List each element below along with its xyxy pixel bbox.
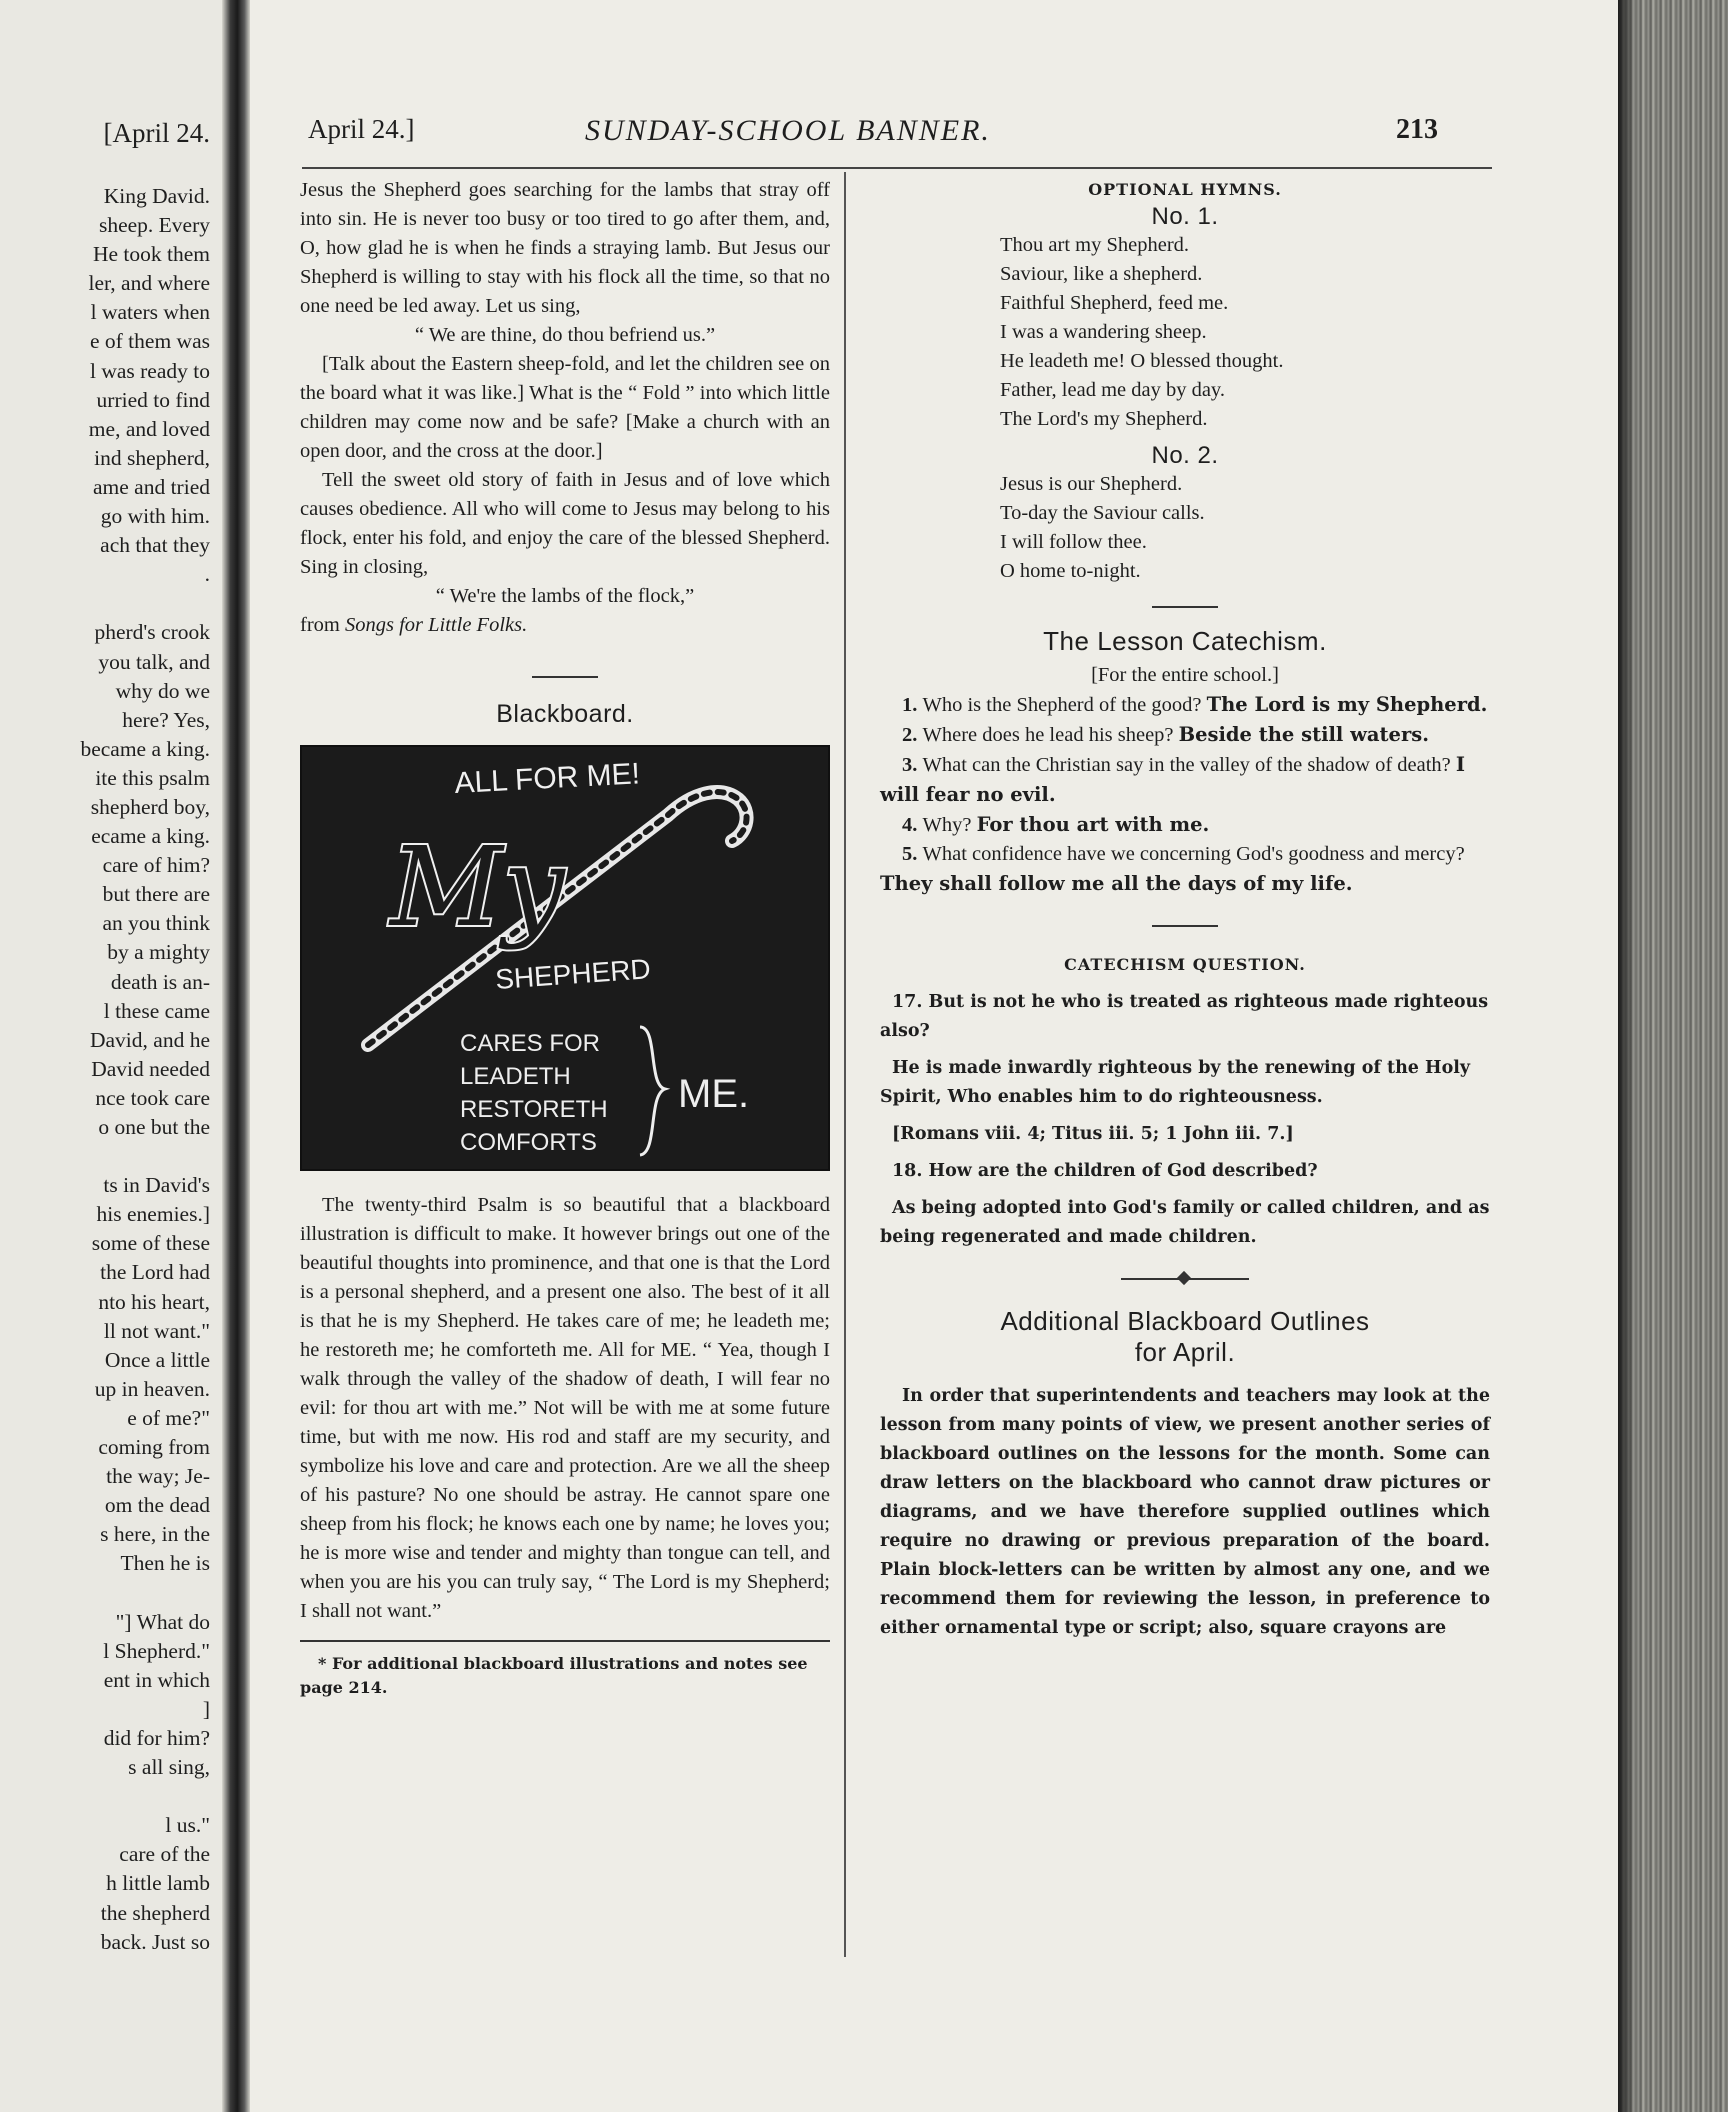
- catechism-item: [880, 720, 1490, 750]
- source-title: Songs for Little Folks.: [344, 614, 528, 636]
- left-page-line: [80, 589, 210, 618]
- catechism-number: 3.: [902, 754, 923, 776]
- left-page-line: nto his heart,: [98, 1289, 210, 1314]
- hymn-list-1: [880, 231, 1490, 434]
- ornamental-divider: [1121, 1278, 1249, 1280]
- blackboard-all-for-me: ALL FOR ME!: [453, 757, 641, 800]
- left-page-line: s all sing,: [128, 1755, 210, 1780]
- left-page-line: l was ready to: [89, 358, 210, 383]
- hymn-title: O home to-night.: [1000, 560, 1141, 582]
- left-page-fragment: [0, 0, 222, 2112]
- blackboard-verb-1: CARES FOR: [460, 1030, 601, 1057]
- blackboard-verb-3: RESTORETH: [460, 1096, 608, 1123]
- blackboard-shepherd: SHEPHERD: [494, 953, 652, 995]
- left-page-line: ll not want.": [103, 1318, 210, 1343]
- hymn-title: Jesus is our Shepherd.: [1000, 473, 1183, 495]
- left-page-line: but there are: [102, 882, 210, 907]
- catechism-answer: For thou art with me.: [976, 813, 1210, 836]
- left-page-line: ent in which: [103, 1667, 210, 1692]
- answer-18: As being adopted into God's family or called children, and as being regenerated and made children.: [880, 1198, 1490, 1247]
- left-page-line: l us.": [165, 1813, 210, 1838]
- page-header: [250, 114, 1618, 162]
- left-page-line: e of me?": [127, 1405, 210, 1430]
- hymn-title: I was a wandering sheep.: [1000, 321, 1207, 343]
- footnote: * For additional blackboard illustrations and notes see page 214.: [300, 1654, 808, 1697]
- header-rule: [302, 167, 1492, 169]
- catechism-item: [880, 810, 1490, 840]
- catechism-question: Why?: [922, 814, 977, 836]
- header-title: SUNDAY-SCHOOL BANNER.: [585, 114, 991, 147]
- header-date: April 24.]: [308, 114, 415, 144]
- left-page-line: om the dead: [104, 1493, 210, 1518]
- hymn-title: He leadeth me! O blessed thought.: [1000, 350, 1284, 372]
- catechism-number: 2.: [902, 724, 923, 746]
- left-column: [300, 176, 830, 1700]
- hymn-group-2-label: No. 2.: [1151, 442, 1219, 469]
- hymn-title: To-day the Saviour calls.: [1000, 502, 1205, 524]
- left-page-line: s here, in the: [100, 1522, 210, 1547]
- blackboard-my: My: [390, 823, 565, 951]
- catechism-question: What can the Christian say in the valley of the shadow of death?: [922, 754, 1456, 776]
- right-column: [880, 176, 1490, 1643]
- left-page-line: coming from: [98, 1435, 210, 1460]
- catechism-question-heading: CATECHISM QUESTION.: [1064, 955, 1306, 974]
- column-divider: [844, 172, 846, 1957]
- left-page-line: l Shepherd.": [103, 1638, 210, 1663]
- left-page-line: David, and he: [89, 1027, 210, 1052]
- hymn-quote-2: “ We're the lambs of the flock,”: [435, 585, 695, 607]
- left-page-line: [80, 1579, 210, 1608]
- left-page-line: up in heaven.: [94, 1376, 210, 1401]
- left-page-line: l waters when: [90, 300, 210, 325]
- left-page-line: [80, 1142, 210, 1171]
- catechism-number: 1.: [902, 694, 923, 716]
- page-number: 213: [1396, 114, 1438, 145]
- left-page-line: why do we: [115, 678, 210, 703]
- catechism-answer: They shall follow me all the days of my life.: [880, 872, 1353, 895]
- left-page-line: ecame a king.: [91, 824, 210, 849]
- left-page-line: "] What do: [115, 1609, 210, 1634]
- question-17: 17. But is not he who is treated as righteous made righteous also?: [880, 992, 1489, 1041]
- main-page: [250, 0, 1618, 2112]
- scripture-reference: [Romans viii. 4; Titus iii. 5; 1 John iii. 7.]: [892, 1124, 1294, 1144]
- left-page-line: ]: [202, 1696, 210, 1721]
- catechism-answer: The Lord is my Shepherd.: [1206, 693, 1488, 716]
- left-page-line: ach that they: [100, 533, 210, 558]
- left-page-line: me, and loved: [88, 416, 210, 441]
- left-page-line: David needed: [91, 1056, 210, 1081]
- blackboard-verb-4: COMFORTS: [460, 1129, 597, 1156]
- left-page-line: became a king.: [80, 736, 210, 761]
- left-page-line: Then he is: [120, 1551, 210, 1576]
- hymn-title: I will follow thee.: [1000, 531, 1147, 553]
- left-page-lines: [80, 182, 210, 1957]
- blackboard-drawing: [300, 745, 830, 1171]
- paragraph-shepherd-searching: Jesus the Shepherd goes searching for the lambs that stray off into sin. He is never too busy or too tired to go after them, and, O, how glad he is when he finds a straying lamb. But Jesus our Shepherd is willing to stay with his flock all the time, so that no one need be led away. Let us sing,: [300, 179, 830, 317]
- catechism-item: [880, 750, 1490, 810]
- source-prefix: from: [300, 614, 345, 636]
- left-page-line: ler, and where: [88, 271, 210, 296]
- hymn-title: Father, lead me day by day.: [1000, 379, 1225, 401]
- answer-17: He is made inwardly righteous by the renewing of the Holy Spirit, Who enables him to do righteousness.: [880, 1058, 1471, 1107]
- hymn-title: Saviour, like a shepherd.: [1000, 263, 1203, 285]
- left-page-line: shepherd boy,: [90, 794, 210, 819]
- optional-hymns-heading: OPTIONAL HYMNS.: [1088, 180, 1282, 199]
- source-line: [300, 611, 830, 640]
- left-page-line: sheep. Every: [98, 213, 210, 238]
- paragraph-faith-story: Tell the sweet old story of faith in Jesus and of love which causes obedience. All who will come to Jesus may belong to his flock, enter his fold, and enjoy the care of the blessed Shepherd. Sing in closing,: [300, 469, 830, 578]
- brace-icon: [640, 1027, 665, 1155]
- catechism-question: What confidence have we concerning God's goodness and mercy?: [922, 843, 1465, 865]
- book-gutter: [222, 0, 250, 2112]
- left-page-line: urried to find: [96, 387, 210, 412]
- left-page-line: ts in David's: [103, 1173, 210, 1198]
- left-page-line: the shepherd: [100, 1900, 210, 1925]
- lesson-catechism-heading: The Lesson Catechism.: [1043, 626, 1327, 656]
- left-page-line: back. Just so: [100, 1929, 210, 1954]
- catechism-answer: I will fear no evil.: [880, 753, 1466, 806]
- blackboard-heading: Blackboard.: [496, 700, 634, 728]
- hymn-quote-1: “ We are thine, do thou befriend us.”: [414, 324, 716, 346]
- left-page-line: ite this psalm: [95, 765, 210, 790]
- catechism-item: [880, 690, 1490, 720]
- outlines-paragraph: In order that superintendents and teachers may look at the lesson from many points of view, we present another series of blackboard outlines on the lessons for the month. Some can draw letters on the blackboard who cannot draw pictures or diagrams, and we have therefore supplied outlines which require no drawing or previous preparation of the board. Plain block-letters can be written by almost any one, and we recommend them for reviewing the lesson, in preference to either ornamental type or script; also, square crayons are: [880, 1386, 1490, 1638]
- catechism-subheading: [For the entire school.]: [1091, 664, 1279, 686]
- page-edge-shadow: [1618, 0, 1636, 2112]
- left-page-line: some of these: [91, 1231, 210, 1256]
- question-18: 18. How are the children of God described?: [892, 1161, 1318, 1181]
- left-page-line: death is an-: [110, 969, 210, 994]
- left-page-line: o one but the: [98, 1115, 210, 1139]
- left-page-line: pherd's crook: [94, 620, 210, 645]
- left-page-line: the way; Je-: [106, 1464, 210, 1489]
- left-page-line: He took them: [92, 242, 210, 267]
- catechism-number: 5.: [902, 843, 923, 865]
- left-page-line: an you think: [102, 911, 210, 936]
- catechism-item: [880, 840, 1490, 899]
- outlines-heading-line-2: for April.: [1134, 1337, 1236, 1367]
- paragraph-twenty-third-psalm: The twenty-third Psalm is so beautiful that a blackboard illustration is difficult to make. It however brings out one of the beautiful thoughts into prominence, and that one is that the Lord is a personal shepherd, and a present one also. The best of it all is that he is my Shepherd. He takes care of me; he leadeth me; he restoreth me; he comforteth me. All for ME. “ Yea, though I walk through the valley of the shadow of death, I will fear no evil: for thou art with me.” Not will be with me at some future time, but with me now. His rod and staff are my security, and symbolize his love and care and protection. Are we all the sheep of his pasture? No one should be astray. He cannot spare one sheep from his flock; he knows each one by name; he loves you; he is more wise and tender and mighty than tongue can tell, and when you are his you can truly say, “ The Lord is my Shepherd; I shall not want.”: [300, 1194, 830, 1622]
- left-page-line: care of him?: [102, 853, 210, 878]
- hymn-title: The Lord's my Shepherd.: [1000, 408, 1208, 430]
- left-page-header: [April 24.: [103, 118, 210, 148]
- left-page-line: l these came: [103, 998, 210, 1023]
- paragraph-sheep-fold: [Talk about the Eastern sheep-fold, and let the children see on the board what it was like.] What is the “ Fold ” into which little children may come now and be safe? [Make a church with an open door, and the cross at the door.]: [300, 353, 830, 462]
- catechism-question: Who is the Shepherd of the good?: [922, 694, 1207, 716]
- left-page-line: care of the: [119, 1842, 210, 1867]
- left-page-line: did for him?: [103, 1725, 210, 1750]
- left-page-line: e of them was: [89, 329, 210, 354]
- catechism-question: Where does he lead his sheep?: [922, 724, 1179, 746]
- left-page-line: his enemies.]: [96, 1202, 210, 1227]
- blackboard-verb-2: LEADETH: [460, 1063, 571, 1090]
- left-page-line: the Lord had: [100, 1260, 210, 1285]
- left-page-line: ind shepherd,: [94, 445, 210, 470]
- left-page-line: King David.: [103, 184, 210, 208]
- left-page-line: here? Yes,: [122, 707, 210, 732]
- left-page-line: go with him.: [100, 504, 210, 529]
- left-page-line: nce took care: [95, 1085, 210, 1110]
- hymn-list-2: [880, 470, 1490, 586]
- catechism-list: [880, 690, 1490, 899]
- left-page-line: h little lamb: [106, 1871, 210, 1896]
- blackboard-me: ME.: [678, 1072, 750, 1116]
- outlines-heading-line-1: Additional Blackboard Outlines: [1000, 1306, 1370, 1336]
- blackboard-illustration: [300, 745, 830, 1171]
- hymn-title: Thou art my Shepherd.: [1000, 234, 1190, 256]
- left-page-line: you talk, and: [98, 649, 210, 674]
- left-page-line: [80, 1782, 210, 1811]
- left-page-line: Once a little: [104, 1347, 210, 1372]
- catechism-number: 4.: [902, 814, 923, 836]
- left-page-line: .: [204, 562, 210, 587]
- hymn-group-1-label: No. 1.: [1151, 203, 1219, 230]
- catechism-answer: Beside the still waters.: [1178, 723, 1429, 746]
- left-page-line: ame and tried: [92, 474, 210, 499]
- left-page-line: by a mighty: [107, 940, 210, 965]
- hymn-title: Faithful Shepherd, feed me.: [1000, 292, 1229, 314]
